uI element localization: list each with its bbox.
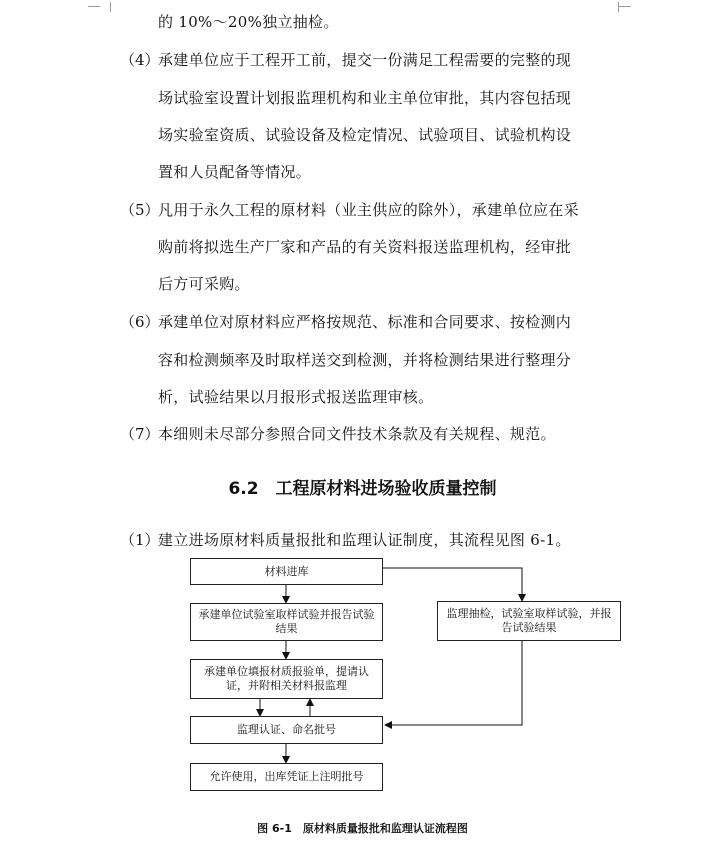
paragraph-line: 析，试验结果以月报形式报送监理审核。 [158,388,434,406]
paragraph-number: （4） [120,51,160,69]
paragraph-number: （6） [120,313,160,331]
arrow-side-4 [385,641,522,725]
paragraph-line: 容和检测频率及时取样送交到检测，并将检测结果进行整理分 [158,351,572,369]
paragraph-line: 场实验室资质、试验设备及检定情况、试验项目、试验机构设 [158,126,572,144]
flow-box-contractor-test: 承建单位试验室取样试验并报告试验结果 [190,603,383,641]
flow-box-material-storage: 材料进库 [190,558,383,585]
paragraph-line: 承建单位对原材料应严格按规范、标准和合同要求、按检测内 [158,313,572,331]
paragraph-number: （7） [120,425,160,443]
paragraph-line: 承建单位应于工程开工前，提交一份满足工程需要的完整的现 [158,51,572,69]
flow-box-contractor-report: 承建单位填报材质报验单，提请认证，并附相关材料报监理 [190,659,383,699]
paragraph-line: 后方可采购。 [158,275,250,293]
flow-box-supervision-certify: 监理认证、命名批号 [190,716,383,744]
paragraph-number: （5） [120,201,160,219]
paragraph-line: 本细则未尽部分参照合同文件技术条款及有关规程、规范。 [158,425,556,443]
paragraph-line: 场试验室设置计划报监理机构和业主单位审批，其内容包括现 [158,89,572,107]
flow-box-allow-use: 允许使用，出库凭证上注明批号 [190,763,383,791]
paragraph-line: 置和人员配备等情况。 [158,163,312,181]
paragraph-line: 的 10%～20%独立抽检。 [158,13,339,31]
section-heading: 6.2 工程原材料进场验收质量控制 [228,479,497,499]
paragraph-number: （1） [120,531,160,549]
paragraph-line: 建立进场原材料质量报批和监理认证制度，其流程见图 6-1。 [158,531,571,549]
arrow-1-side [383,568,522,601]
flow-box-supervision-sampling: 监理抽检，试验室取样试验，并报告试验结果 [437,601,621,641]
paragraph-line: 购前将拟选生产厂家和产品的有关资料报送监理机构，经审批 [158,238,572,256]
paragraph-line: 凡用于永久工程的原材料（业主供应的除外），承建单位应在采 [158,201,579,219]
figure-caption: 图 6-1 原材料质量报批和监理认证流程图 [257,822,468,835]
